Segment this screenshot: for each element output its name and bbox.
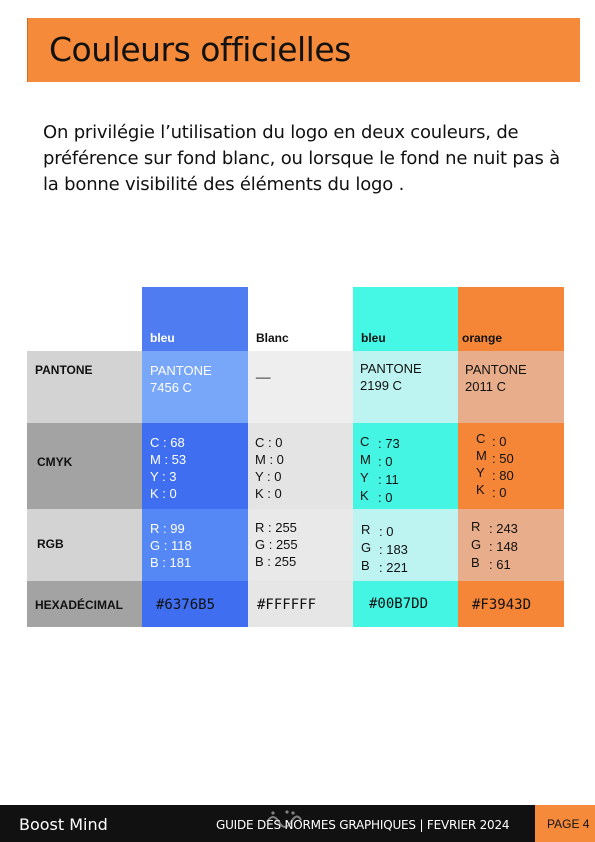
title-bar <box>27 18 580 82</box>
cell-pantone-blanc: __ <box>248 351 353 423</box>
col-head-orange <box>458 287 564 351</box>
cell-hex-blanc: #FFFFFF <box>248 581 353 627</box>
cell-rgb-cyan: R G B : 0 : 183 : 221 <box>353 509 458 581</box>
row-label-rgb: RGB <box>27 509 142 581</box>
col-head-label: bleu <box>150 331 175 345</box>
cell-hex-cyan: #00B7DD <box>353 581 458 627</box>
page-title: Couleurs officielles <box>49 30 351 69</box>
cell-pantone-orange: PANTONE 2011 C <box>458 351 564 423</box>
cell-hex-bleu: #6376B5 <box>142 581 248 627</box>
footer-guide-title: GUIDE DES NORMES GRAPHIQUES | FEVRIER 2024 <box>216 818 510 832</box>
col-head-bleu-2 <box>353 287 458 351</box>
col-head-blanc <box>248 287 353 351</box>
cell-pantone-cyan: PANTONE 2199 C <box>353 351 458 423</box>
row-label-cmyk: CMYK <box>27 423 142 509</box>
col-head-label: orange <box>462 331 503 345</box>
cell-hex-orange: #F3943D <box>458 581 564 627</box>
watermark-logo-icon <box>263 804 303 834</box>
col-head-bleu <box>142 287 248 351</box>
row-label-hex: HEXADÉCIMAL <box>27 581 142 627</box>
col-head-label: Blanc <box>256 331 289 345</box>
row-label-pantone: PANTONE <box>27 351 142 423</box>
page-number: PAGE 4 <box>547 817 590 831</box>
cell-cmyk-blanc: C : 0 M : 0 Y : 0 K : 0 <box>248 423 353 509</box>
cell-pantone-bleu: PANTONE 7456 C <box>142 351 248 423</box>
intro-paragraph: On privilégie l’utilisation du logo en deux couleurs, de préférence sur fond blanc, ou lorsque le fond ne nuit pas à la bonne visibilité des éléments du logo . <box>43 122 560 195</box>
cell-cmyk-bleu: C : 68 M : 53 Y : 3 K : 0 <box>142 423 248 509</box>
cell-cmyk-orange: C M Y K : 0 : 50 : 80 : 0 <box>458 423 564 509</box>
cell-rgb-blanc: R : 255 G : 255 B : 255 <box>248 509 353 581</box>
footer-brand: Boost Mind <box>19 815 108 834</box>
col-head-label: bleu <box>361 331 386 345</box>
cell-cmyk-cyan: C M Y K : 73 : 0 : 11 : 0 <box>353 423 458 509</box>
cell-rgb-bleu: R : 99 G : 118 B : 181 <box>142 509 248 581</box>
page-number-box <box>535 805 595 842</box>
cell-rgb-orange: R G B : 243 : 148 : 61 <box>458 509 564 581</box>
